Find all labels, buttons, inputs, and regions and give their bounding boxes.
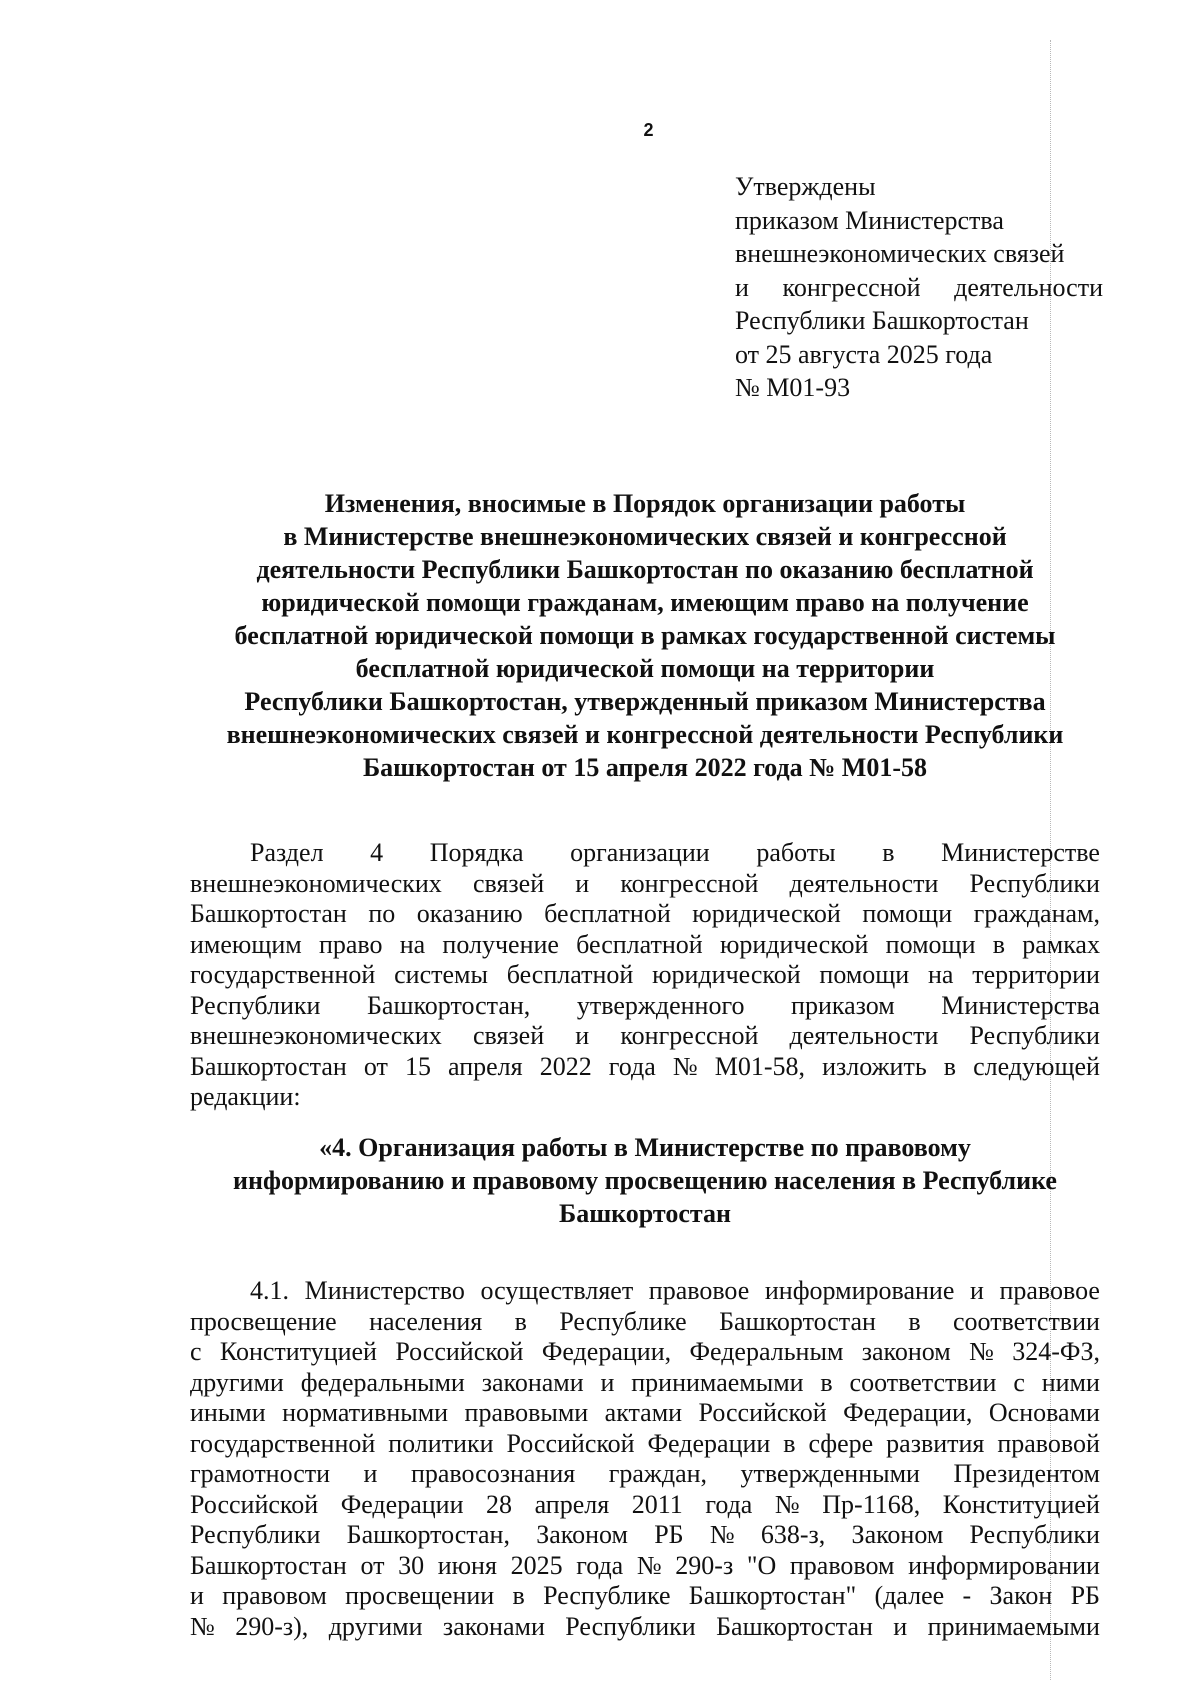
word: № [672, 1051, 698, 1081]
word: Министерства [941, 990, 1100, 1020]
word: имеющим [190, 929, 302, 959]
word: № [969, 1337, 994, 1366]
word: Республики [190, 990, 321, 1020]
title-line: Башкортостан от 15 апреля 2022 года № М01-58 [362, 753, 928, 782]
paragraph-4-1 [190, 1276, 1100, 1642]
word: деятельности [954, 272, 1103, 302]
word: юридической [692, 899, 841, 928]
word: ними [1041, 1367, 1100, 1397]
paragraph-line [190, 991, 1100, 1022]
word: в [820, 1367, 833, 1397]
word: правовое [648, 1276, 750, 1305]
word: помощи [885, 929, 976, 959]
word: внешнеэкономических [190, 868, 442, 898]
title-line: в Министерстве внешнеэкономических связей и конгрессной [283, 522, 1007, 551]
paragraph-line [190, 869, 1100, 900]
word: 290-з), [235, 1611, 309, 1641]
paragraph-line [190, 1307, 1100, 1338]
word: 324-ФЗ, [1012, 1337, 1100, 1366]
word: просвещение [190, 1306, 337, 1336]
word: развития [886, 1428, 985, 1458]
word: системы [394, 960, 488, 989]
word: в [943, 1051, 957, 1081]
word: конгрессной [782, 272, 921, 302]
word: правовое [999, 1276, 1100, 1305]
word: Башкортостан [190, 899, 347, 928]
word: Законом [851, 1520, 944, 1549]
word: Министерстве [941, 838, 1100, 867]
word: (далее [874, 1581, 945, 1610]
word: граждан, [608, 1459, 708, 1488]
word: Законом [536, 1520, 628, 1549]
document-title [160, 487, 1130, 784]
word: Российской [698, 1398, 827, 1427]
word: нормативными [282, 1398, 449, 1427]
word: апреля [534, 1489, 610, 1519]
word: федеральными [300, 1367, 465, 1397]
word: 28 [486, 1489, 513, 1519]
word: "О [746, 1550, 777, 1580]
word: от [363, 1051, 388, 1081]
word: Башкортостан [719, 1306, 876, 1336]
word: связей [472, 1021, 545, 1050]
word: и [575, 1021, 590, 1050]
word: РБ [654, 1520, 684, 1549]
word: года [705, 1489, 753, 1519]
title-line: деятельности Республики Башкортостан по оказанию бесплатной [256, 555, 1034, 584]
paragraph-line [190, 1612, 1100, 1643]
paragraph-line [190, 1520, 1100, 1551]
word: Республике [543, 1581, 671, 1610]
word: 15 [404, 1051, 431, 1081]
word: работы [756, 838, 836, 867]
word: Пр-1168, [822, 1489, 921, 1519]
word: 290-з [675, 1550, 734, 1580]
word: населения [369, 1306, 483, 1336]
paragraph-line [190, 1337, 1100, 1368]
word: другими [190, 1367, 284, 1397]
paragraph-line [190, 1459, 1100, 1490]
word: с [1013, 1367, 1025, 1397]
approval-line: приказом Министерства [735, 205, 1004, 235]
paragraph-line [190, 1276, 1100, 1307]
word: и [600, 1367, 615, 1397]
word: информирование [764, 1276, 955, 1305]
word: Конституцией [219, 1337, 377, 1366]
word: Российской [506, 1428, 635, 1458]
word: 2011 [631, 1489, 683, 1519]
word: иными [190, 1398, 266, 1427]
word: 2022 [539, 1051, 592, 1081]
word: получение [442, 929, 559, 959]
word: связей [472, 868, 545, 898]
page-number: 2 [643, 120, 654, 140]
word: сфере [808, 1428, 874, 1458]
word: организации [570, 838, 710, 867]
word: апреля [448, 1051, 523, 1081]
word: № [774, 1489, 800, 1519]
word: бесплатной [576, 929, 703, 959]
word: государственной [190, 1428, 376, 1458]
word: и [575, 868, 590, 898]
paragraph-line: редакции: [190, 1082, 301, 1111]
word: законом [861, 1337, 951, 1366]
word: 2025 [510, 1550, 563, 1580]
word: Закон [989, 1581, 1053, 1610]
approval-block [735, 170, 1105, 405]
word: утвержденными [740, 1459, 920, 1488]
approval-line [735, 271, 1103, 305]
word: грамотности [190, 1459, 331, 1488]
word: актами [604, 1398, 683, 1427]
word: Республики [190, 1520, 321, 1549]
word: конгрессной [620, 868, 759, 898]
word: изложить [822, 1051, 927, 1081]
paragraph-line [190, 899, 1100, 930]
word: правовыми [464, 1398, 589, 1427]
word: Башкортостан" [688, 1581, 857, 1610]
title-line: бесплатной юридической помощи на территории [355, 654, 935, 683]
word: 638-з, [760, 1520, 826, 1549]
word: оказанию [416, 899, 523, 928]
word: июня [437, 1550, 497, 1580]
word: на [928, 960, 954, 989]
word: Республики [969, 1021, 1100, 1050]
word: деятельности [789, 1021, 939, 1050]
word: помощи [862, 899, 953, 928]
paragraph-line [190, 1021, 1100, 1052]
title-line: Изменения, вносимые в Порядок организации работы [324, 489, 966, 518]
word: № [636, 1550, 662, 1580]
word: и [190, 1581, 204, 1610]
word: Башкортостан [716, 1611, 873, 1641]
word: Башкортостан, [367, 990, 531, 1020]
approval-line: Республики Башкортостан [735, 306, 1029, 335]
word: правовом [222, 1581, 327, 1610]
word: государственной [190, 960, 376, 989]
title-line: Республики Башкортостан, утвержденный приказом Министерства [244, 687, 1046, 716]
word: Федерации [340, 1489, 464, 1519]
title-line: юридической помощи гражданам, имеющим право на получение [261, 588, 1029, 617]
word: утвержденного [576, 990, 745, 1020]
word: приказом [791, 990, 895, 1020]
paragraph-line [190, 960, 1100, 991]
section-heading-line: Башкортостан [559, 1199, 731, 1228]
word: правовом [789, 1550, 895, 1580]
word: Раздел [250, 838, 324, 867]
word: юридической [719, 929, 869, 959]
word: соответствии [849, 1367, 997, 1397]
paragraph-line [190, 1429, 1100, 1460]
title-line: бесплатной юридической помощи в рамках государственной системы [234, 621, 1056, 650]
word: 30 [398, 1550, 425, 1580]
word: РБ [1070, 1581, 1100, 1610]
word: года [576, 1550, 624, 1580]
paragraph-line [190, 838, 1100, 869]
word: Республики [565, 1611, 696, 1641]
word: в [882, 838, 895, 867]
word: правовой [997, 1428, 1100, 1458]
paragraph-line [190, 1398, 1100, 1429]
word: Президентом [953, 1459, 1100, 1488]
word: законами [481, 1367, 584, 1397]
word: Республики [969, 868, 1100, 898]
word: право [318, 929, 383, 959]
approval-line: № М01-93 [735, 373, 851, 402]
word: Российской [190, 1489, 319, 1519]
word: Министерство [304, 1276, 465, 1305]
approval-line: внешнеэкономических связей [735, 239, 1065, 268]
word: конгрессной [620, 1021, 759, 1050]
word: по [368, 899, 396, 928]
word: № [190, 1611, 215, 1641]
word: бесплатной [506, 960, 634, 989]
paragraph-line [190, 1551, 1100, 1582]
word: 4 [370, 838, 384, 867]
paragraph-line [190, 1052, 1100, 1083]
word: и [363, 1459, 378, 1488]
word: Федерации, [843, 1398, 973, 1427]
word: юридической [652, 960, 801, 989]
word: правосознания [410, 1459, 576, 1488]
word: в [783, 1428, 796, 1458]
word: бесплатной [544, 899, 671, 928]
paragraph-line [190, 930, 1100, 961]
word: информировании [908, 1550, 1100, 1580]
paragraph-line [190, 1490, 1100, 1521]
word: на [399, 929, 426, 959]
word: в [512, 1581, 525, 1610]
word: с [190, 1337, 202, 1366]
word: и [893, 1611, 908, 1641]
word: - [962, 1581, 972, 1610]
word: деятельности [789, 868, 939, 898]
word: Республике [559, 1306, 687, 1336]
section-heading-line: «4. Организация работы в Министерстве по правовому [319, 1133, 971, 1162]
word: гражданам, [973, 899, 1100, 928]
paragraph-section-4-amendment [190, 838, 1100, 1113]
word: принимаемыми [631, 1367, 804, 1397]
word: принимаемыми [927, 1611, 1100, 1641]
section-heading [160, 1131, 1130, 1230]
word: внешнеэкономических [190, 1021, 442, 1050]
word: Конституцией [942, 1489, 1100, 1519]
word: Федеральным [689, 1337, 844, 1366]
word: и [735, 272, 749, 302]
word: Российской [395, 1337, 524, 1366]
title-line: внешнеэкономических связей и конгрессной деятельности Республики [226, 720, 1064, 749]
approval-line: от 25 августа 2025 года [735, 339, 993, 369]
word: и [969, 1276, 984, 1305]
word: в [514, 1306, 527, 1336]
word: Башкортостан [190, 1051, 347, 1081]
word: рамках [1022, 929, 1100, 959]
section-heading-line: информированию и правовому просвещению населения в Республике [233, 1166, 1057, 1195]
word: Республики [969, 1520, 1100, 1549]
word: законами [442, 1611, 545, 1641]
word: Башкортостан, [346, 1520, 510, 1549]
paragraph-line [190, 1368, 1100, 1399]
approval-line: Утверждены [735, 172, 876, 201]
word: политики [388, 1428, 494, 1458]
word: Порядка [429, 838, 524, 867]
word: 4.1. [250, 1276, 289, 1305]
word: Основами [988, 1398, 1100, 1427]
paragraph-line [190, 1581, 1100, 1612]
word: другими [328, 1611, 423, 1641]
word: года [608, 1051, 656, 1081]
word: соответствии [953, 1306, 1100, 1336]
word: Башкортостан [190, 1550, 347, 1580]
word: территории [972, 960, 1100, 989]
word: Федерации, [541, 1337, 672, 1366]
word: М01-58, [714, 1051, 806, 1081]
word: от [360, 1550, 385, 1580]
word: в [908, 1306, 921, 1336]
word: помощи [819, 960, 910, 989]
word: следующей [973, 1051, 1100, 1081]
word: Федерации [647, 1428, 771, 1458]
word: № [709, 1520, 735, 1549]
word: в [992, 929, 1005, 959]
word: осуществляет [480, 1276, 634, 1305]
word: просвещении [345, 1581, 495, 1610]
